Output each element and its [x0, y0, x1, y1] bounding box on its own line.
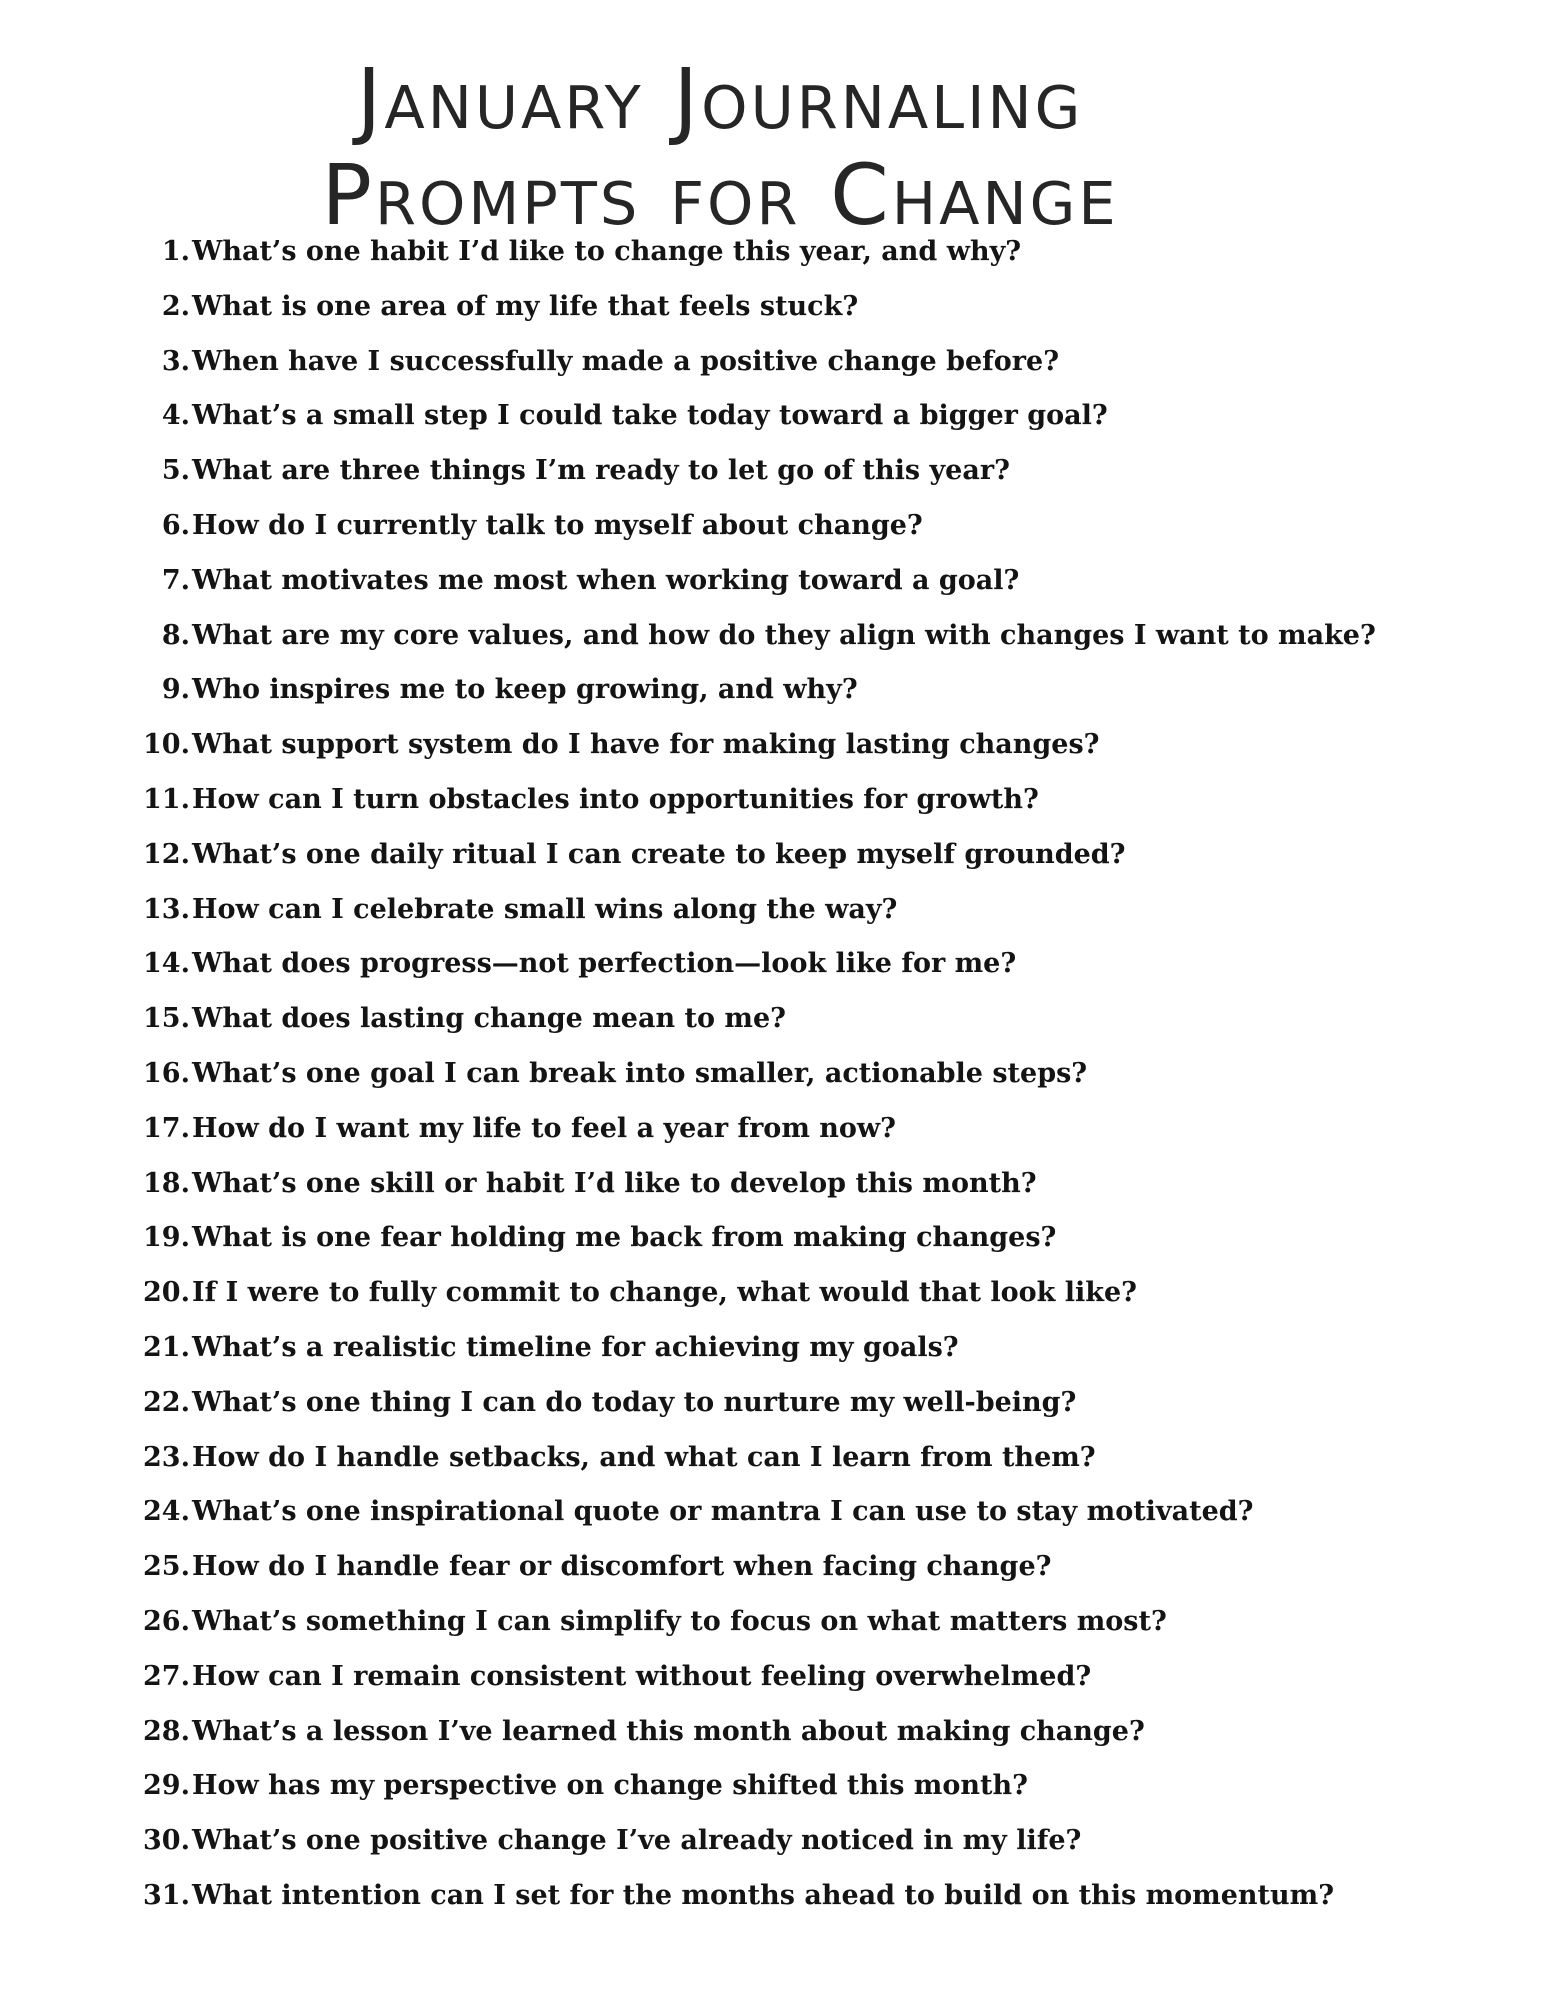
prompt-text: What’s one daily ritual I can create to keep myself grounded?	[192, 838, 1126, 870]
prompt-text: What’s a realistic timeline for achieving my goals?	[192, 1331, 959, 1363]
prompt-text: How do I handle fear or discomfort when facing change?	[192, 1551, 1052, 1583]
prompt-number: 6.	[161, 509, 190, 541]
list-item	[0, 1770, 1545, 1825]
list-item	[0, 1606, 1545, 1661]
prompt-number: 8.	[161, 619, 190, 651]
list-item	[0, 236, 1545, 291]
prompt-number: 14.	[143, 948, 190, 980]
prompt-number: 27.	[143, 1660, 190, 1692]
prompt-text: What does progress—not perfection—look like for me?	[192, 948, 1017, 980]
title-line-2: Prompts for Change	[321, 146, 1119, 245]
list-item	[0, 1387, 1545, 1442]
prompt-text: What is one area of my life that feels stuck?	[192, 290, 859, 322]
prompt-text: What’s one positive change I’ve already noticed in my life?	[192, 1825, 1082, 1857]
prompt-text: How has my perspective on change shifted this month?	[192, 1770, 1028, 1802]
prompt-text: What is one fear holding me back from making changes?	[192, 1222, 1057, 1254]
prompt-number: 1.	[161, 236, 190, 267]
list-item	[0, 400, 1545, 455]
list-item	[0, 1442, 1545, 1497]
prompt-text: What motivates me most when working toward a goal?	[192, 564, 1020, 596]
list-item	[0, 346, 1545, 401]
list-item	[0, 620, 1545, 675]
prompt-number: 2.	[161, 290, 190, 322]
prompt-number: 13.	[143, 893, 190, 925]
list-item	[0, 1113, 1545, 1168]
prompt-number: 28.	[143, 1715, 190, 1747]
list-item	[0, 510, 1545, 565]
prompt-text: What does lasting change mean to me?	[192, 1003, 786, 1035]
list-item	[0, 839, 1545, 894]
list-item	[0, 1277, 1545, 1332]
list-item	[0, 1222, 1545, 1277]
list-item	[0, 1058, 1545, 1113]
prompt-number: 11.	[143, 783, 190, 815]
list-item	[0, 784, 1545, 839]
prompt-number: 19.	[143, 1222, 190, 1254]
title-line-1: January Journaling	[356, 50, 1084, 149]
prompt-number: 7.	[161, 564, 190, 596]
list-item	[0, 1551, 1545, 1606]
prompt-number: 23.	[143, 1441, 190, 1473]
prompt-text: What’s one thing I can do today to nurture my well-being?	[192, 1386, 1077, 1418]
list-item	[0, 894, 1545, 949]
prompt-text: What’s something I can simplify to focus on what matters most?	[192, 1605, 1167, 1637]
list-item	[0, 1716, 1545, 1771]
prompt-text: How can I remain consistent without feeling overwhelmed?	[192, 1660, 1092, 1692]
list-item	[0, 1003, 1545, 1058]
prompt-number: 30.	[143, 1825, 190, 1857]
prompt-text: How can I celebrate small wins along the way?	[192, 893, 898, 925]
page-title	[0, 51, 1440, 243]
list-item	[0, 455, 1545, 510]
list-item	[0, 948, 1545, 1003]
prompt-number: 22.	[143, 1386, 190, 1418]
prompt-text: If I were to fully commit to change, what would that look like?	[192, 1277, 1137, 1309]
prompt-number: 21.	[143, 1331, 190, 1363]
prompt-number: 18.	[143, 1167, 190, 1199]
prompt-number: 29.	[143, 1770, 190, 1802]
prompt-text: What are three things I’m ready to let go of this year?	[192, 455, 1010, 487]
prompt-number: 9.	[161, 674, 190, 706]
prompt-text: Who inspires me to keep growing, and why?	[192, 674, 858, 706]
list-item	[0, 729, 1545, 784]
list-item	[0, 291, 1545, 346]
prompt-number: 15.	[143, 1003, 190, 1035]
prompt-list	[0, 236, 1545, 1935]
prompt-text: What support system do I have for making lasting changes?	[192, 729, 1100, 761]
prompt-number: 5.	[161, 455, 190, 487]
prompt-text: What intention can I set for the months ahead to build on this momentum?	[192, 1879, 1335, 1911]
prompt-number: 17.	[143, 1112, 190, 1144]
prompt-number: 12.	[143, 838, 190, 870]
prompt-text: What’s one goal I can break into smaller, actionable steps?	[192, 1057, 1088, 1089]
prompt-number: 20.	[143, 1277, 190, 1309]
list-item	[0, 1880, 1545, 1935]
prompt-text: What’s one habit I’d like to change this year, and why?	[192, 236, 1022, 267]
prompt-number: 26.	[143, 1605, 190, 1637]
prompt-text: How do I want my life to feel a year from now?	[192, 1112, 896, 1144]
prompt-text: How do I currently talk to myself about change?	[192, 509, 923, 541]
list-item	[0, 1661, 1545, 1716]
prompt-text: When have I successfully made a positive change before?	[192, 345, 1060, 377]
list-item	[0, 1332, 1545, 1387]
prompt-text: How can I turn obstacles into opportunities for growth?	[192, 783, 1039, 815]
list-item	[0, 1825, 1545, 1880]
list-item	[0, 1168, 1545, 1223]
prompt-number: 31.	[143, 1879, 190, 1911]
prompt-text: What’s one skill or habit I’d like to develop this month?	[192, 1167, 1037, 1199]
prompt-text: What are my core values, and how do they align with changes I want to make?	[192, 619, 1376, 651]
prompt-number: 25.	[143, 1551, 190, 1583]
prompt-number: 10.	[143, 729, 190, 761]
prompt-number: 24.	[143, 1496, 190, 1528]
list-item	[0, 674, 1545, 729]
prompt-number: 3.	[161, 345, 190, 377]
list-item	[0, 1496, 1545, 1551]
prompt-number: 16.	[143, 1057, 190, 1089]
prompt-text: What’s a lesson I’ve learned this month about making change?	[192, 1715, 1145, 1747]
prompt-text: How do I handle setbacks, and what can I learn from them?	[192, 1441, 1096, 1473]
list-item	[0, 565, 1545, 620]
prompt-text: What’s a small step I could take today toward a bigger goal?	[192, 400, 1108, 432]
prompt-text: What’s one inspirational quote or mantra I can use to stay motivated?	[192, 1496, 1254, 1528]
prompt-number: 4.	[161, 400, 190, 432]
